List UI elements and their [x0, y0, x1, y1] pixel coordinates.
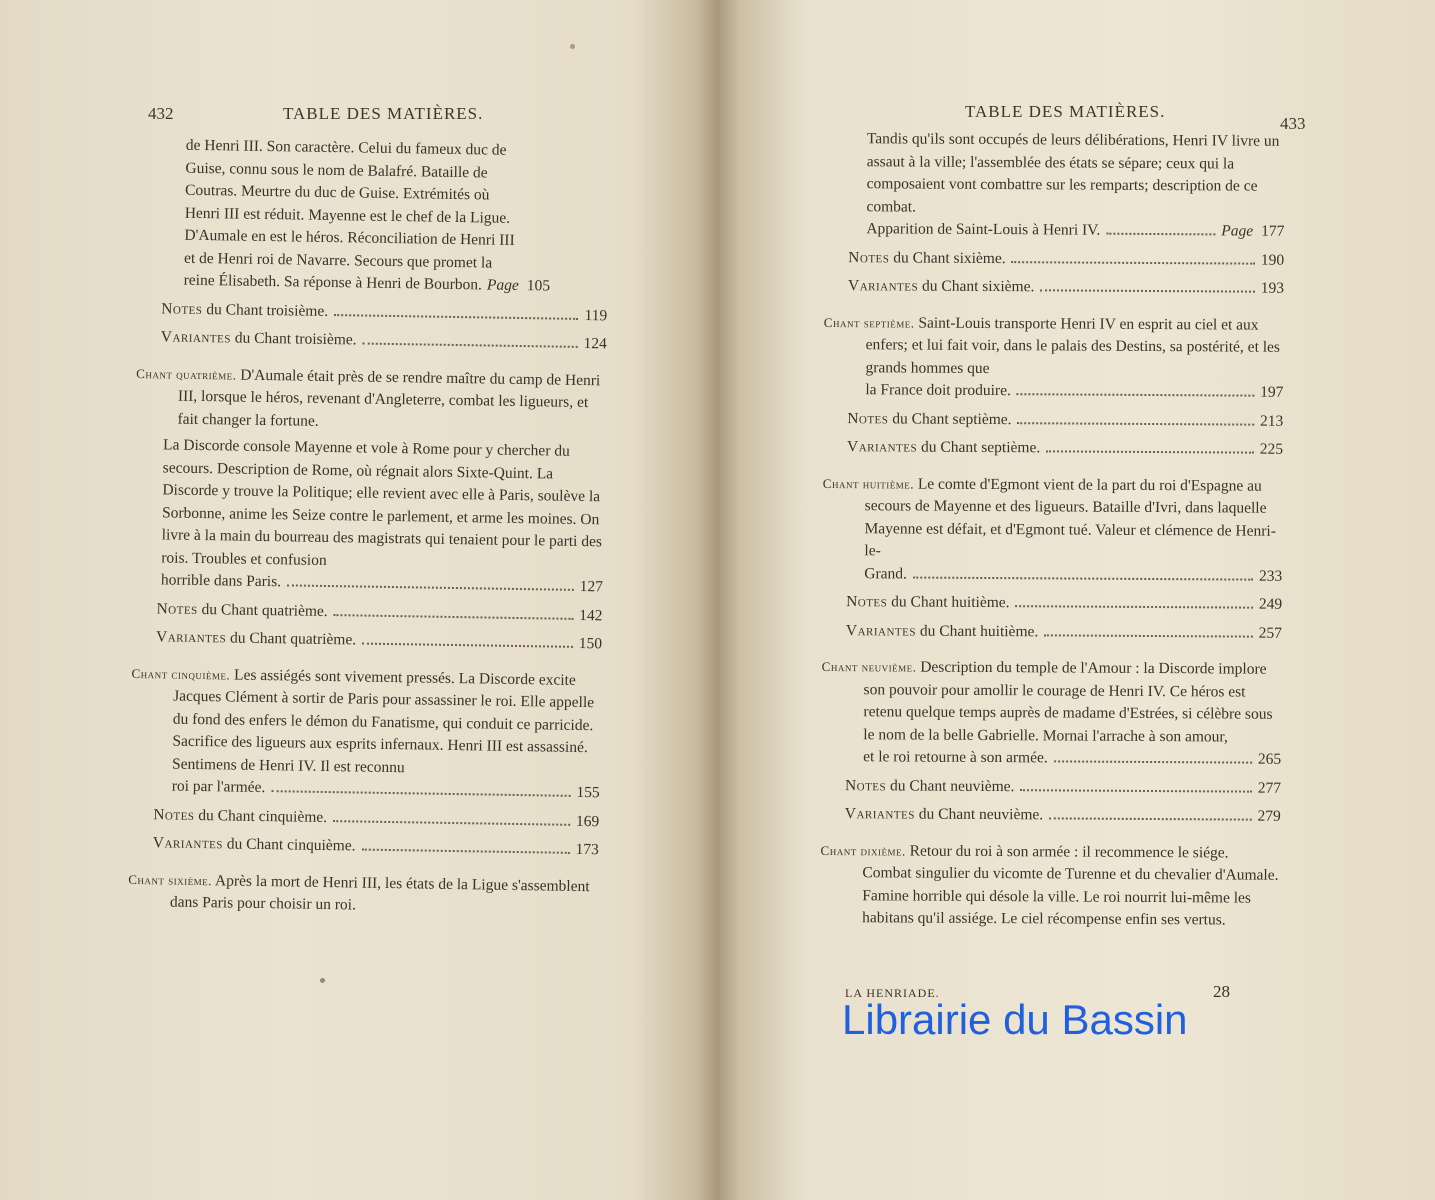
- page-ref: 279: [1257, 807, 1281, 825]
- entry-label: [848, 275, 1034, 299]
- toc-entry-notes-7[interactable]: [823, 407, 1283, 432]
- leader-dots: [1049, 816, 1251, 820]
- leader-dots: [1016, 604, 1253, 608]
- continuation-line: D'Aumale en est le héros. Réconciliation de Henri III: [184, 226, 515, 249]
- continuation-text: Tandis qu'ils sont occupés de leurs délibérations, Henri IV livre un assaut à la ville; l'assemblée des états se sépare; ceux qui la composaient vont combattre sur les remparts; description de ce combat.: [866, 130, 1280, 216]
- chant-heading: Chant cinquième.: [131, 665, 231, 682]
- entry-label: [161, 298, 328, 323]
- leader-dots: [1044, 633, 1252, 637]
- continuation-last-line: [866, 218, 1284, 243]
- chant-last-line: [161, 569, 603, 598]
- chant-heading: Chant neuvième.: [821, 658, 917, 675]
- page-ref: 150: [578, 634, 603, 653]
- chant-last-line: [865, 379, 1283, 404]
- entry-label-rest: du Chant cinquième.: [194, 806, 328, 826]
- page-ref: 105: [526, 277, 551, 295]
- page-ref: 142: [579, 606, 603, 624]
- toc-entry-variantes-3[interactable]: [137, 326, 607, 356]
- entry-label: [153, 832, 356, 858]
- page-ref: 257: [1258, 624, 1282, 642]
- leader-dots: [1040, 288, 1254, 292]
- toc-entry-chant-4[interactable]: [135, 362, 606, 437]
- continuation-line: et de Henri roi de Navarre. Secours que promet la: [183, 249, 493, 272]
- entry-label: [845, 775, 1015, 799]
- watermark-text: Librairie du Bassin: [842, 996, 1188, 1043]
- continuation-line: de Henri III. Son caractère. Celui du fameux duc de: [185, 136, 507, 159]
- leader-dots: [1012, 260, 1255, 264]
- paper-spot: [320, 978, 325, 983]
- chant-last-line: [172, 776, 600, 805]
- page-ref: 124: [583, 334, 607, 353]
- page-label: Page: [486, 276, 519, 294]
- continuation-last-text: reine Élisabeth. Sa réponse à Henri de Bourbon.: [183, 271, 483, 294]
- toc-entry-notes-5[interactable]: [129, 803, 599, 833]
- page-ref: 249: [1258, 595, 1283, 613]
- entry-label-rest: du Chant septième.: [888, 409, 1012, 428]
- entry-label: [848, 247, 1006, 270]
- toc-entry-chant-4-para: [133, 434, 605, 599]
- entry-label-sc: Notes: [153, 805, 195, 824]
- toc-entry-chant-5[interactable]: [130, 662, 602, 804]
- leader-dots: [287, 583, 574, 591]
- entry-label-rest: du Chant sixième.: [889, 248, 1006, 267]
- toc-entry-chant-8[interactable]: [822, 472, 1283, 587]
- chant-heading: Chant septième.: [823, 314, 915, 331]
- page-ref: 265: [1257, 750, 1282, 768]
- entry-label: [161, 326, 357, 352]
- entry-label: [847, 436, 1040, 460]
- page-ref: 277: [1257, 779, 1282, 797]
- left-page-number: 432: [148, 104, 174, 123]
- leader-dots: [361, 848, 569, 854]
- page-ref: 177: [1261, 222, 1285, 240]
- entry-label-rest: du Chant troisième.: [202, 300, 329, 320]
- entry-label-sc: Variantes: [847, 438, 918, 456]
- continuation-line: Henri III est réduit. Mayenne est le chef de la Ligue.: [184, 204, 511, 227]
- page-ref: 233: [1258, 567, 1283, 585]
- continuation-last-text: Apparition de Saint-Louis à Henri IV.: [866, 220, 1101, 239]
- toc-entry-variantes-9[interactable]: [821, 803, 1281, 828]
- right-running-head: TABLE DES MATIÈRES.: [965, 102, 1166, 121]
- continuation-line: Coutras. Meurtre du duc de Guise. Extrémités où: [184, 181, 490, 204]
- page-label: Page: [1221, 222, 1254, 240]
- entry-label-rest: du Chant sixième.: [918, 277, 1035, 296]
- toc-entry-chant-7[interactable]: [823, 311, 1284, 404]
- chant-heading: Chant dixième.: [820, 842, 906, 859]
- left-toc: [128, 134, 610, 921]
- toc-entry-variantes-4[interactable]: [132, 626, 602, 656]
- page-ref: 213: [1259, 412, 1284, 430]
- leader-dots: [334, 313, 578, 320]
- leader-dots: [334, 613, 574, 620]
- entry-label: [846, 620, 1038, 644]
- entry-label-rest: du Chant cinquième.: [222, 835, 356, 855]
- page-ref: 127: [579, 577, 604, 596]
- chant-summary: Les assiégés sont vivement pressés. La Discorde excite Jacques Clément à sortir de Paris pour assassiner le roi. Elle appelle du fond des enfers le démon du Fanatisme, qui conduit ce parricide. Sacrifice des ligueurs aux esprits infernaux. Henri III est assassiné. Sentimens de Henri IV. Il est reconnu: [171, 665, 595, 776]
- page-ref: 197: [1260, 383, 1284, 401]
- toc-entry-chant-10[interactable]: [820, 839, 1281, 932]
- toc-entry-notes-4[interactable]: [132, 597, 602, 627]
- entry-label-rest: du Chant neuvième.: [914, 805, 1044, 824]
- continuation-line: Guise, connu sous le nom de Balafré. Bataille de: [185, 159, 488, 181]
- entry-label-sc: Notes: [156, 599, 198, 618]
- toc-entry-variantes-5[interactable]: [129, 832, 599, 862]
- entry-label: [156, 626, 356, 652]
- entry-label-rest: du Chant quatrième.: [197, 600, 328, 620]
- entry-label-rest: du Chant huitième.: [887, 593, 1010, 612]
- chant-summary: D'Aumale était près de se rendre maître du camp de Henri III, lorsque le héros, revenant d'Angleterre, combat les ligueurs, et fait changer la fortune.: [177, 366, 601, 430]
- chant-last-text: horrible dans Paris.: [160, 571, 282, 591]
- leader-dots: [333, 819, 570, 826]
- chant-last-text: Grand.: [864, 564, 907, 583]
- entry-label-sc: Notes: [846, 593, 888, 611]
- toc-entry-notes-6[interactable]: [824, 246, 1284, 271]
- chant-last-line: [863, 746, 1281, 771]
- leader-dots: [363, 342, 578, 348]
- toc-entry-chant-6[interactable]: [128, 868, 599, 920]
- chant-summary: Le comte d'Egmont vient de la part du roi d'Espagne au secours de Mayenne et des ligueurs. Bataille d'Ivri, dans laquelle Mayenne est défait, et d'Egmont tué. Valeur et clémence de Henri-le-: [864, 475, 1276, 560]
- signature-mark: LA HENRIADE.: [845, 986, 940, 1000]
- entry-label: [846, 591, 1010, 614]
- leader-dots: [1017, 392, 1254, 396]
- right-page-number: 433: [1280, 114, 1306, 133]
- chant-summary: Saint-Louis transporte Henri IV en esprit au ciel et aux enfers; et lui fait voir, dans le palais des Destins, sa postérité, et les grands hommes que: [865, 314, 1281, 377]
- entry-label: [847, 408, 1011, 432]
- entry-label-sc: Variantes: [155, 628, 227, 647]
- page-ref: 173: [575, 840, 599, 859]
- chant-last-text: roi par l'armée.: [171, 777, 266, 797]
- leader-dots: [1054, 759, 1252, 763]
- chant-last-line: [864, 563, 1282, 588]
- leader-dots: [1018, 421, 1254, 425]
- page-ref: 225: [1259, 440, 1284, 458]
- entry-label-sc: Variantes: [845, 621, 917, 640]
- signature-number: 28: [1213, 982, 1230, 1001]
- entry-label-sc: Variantes: [160, 328, 232, 347]
- continuation-entry: [138, 134, 610, 299]
- entry-label-sc: Notes: [847, 409, 889, 427]
- chant-summary: La Discorde console Mayenne et vole à Rome pour y chercher du secours. Description de Rome, où régnait alors Sixte-Quint. La Discorde y trouve la Politique; elle revient avec elle à Paris, soulève la Sorbonne, anime les Seize contre le parlement, et arme les moines. On livre à la main du bourreau des magistrats qui tenaient pour le parti des rois. Troubles et confusion: [161, 436, 603, 569]
- left-page: [0, 0, 715, 1200]
- entry-label-sc: Notes: [844, 776, 887, 794]
- page-ref: 190: [1260, 251, 1285, 269]
- toc-entry-variantes-6[interactable]: [824, 275, 1284, 300]
- leader-dots: [913, 575, 1253, 580]
- entry-label-sc: Notes: [848, 248, 890, 266]
- leader-dots: [271, 789, 570, 797]
- chant-heading: Chant huitième.: [822, 475, 915, 492]
- chant-summary: Retour du roi à son armée : il recommence le siége. Combat singulier du vicomte de Turenne et du chevalier d'Aumale. Famine horrible qui désole la ville. Le roi nourrit lui-même les habitans qu'il assiége. Le ciel récompense enfin ses vertus.: [862, 842, 1279, 929]
- entry-label: [153, 804, 327, 829]
- page-ref: 193: [1260, 279, 1285, 297]
- entry-label-sc: Variantes: [844, 805, 915, 823]
- chant-last-text: et le roi retourne à son armée.: [863, 748, 1048, 767]
- chant-summary: Description du temple de l'Amour : la Discorde implore son pouvoir pour amollir le courage de Henri IV. Ce héros est retenu quelque temps auprès de madame d'Estrées, si célèbre sous le nom de la belle Gabrielle. Mornai l'arrache à son amour,: [863, 658, 1273, 745]
- toc-entry-chant-9[interactable]: [821, 656, 1282, 771]
- chant-last-text: la France doit produire.: [865, 381, 1011, 400]
- toc-entry-notes-9[interactable]: [821, 774, 1281, 799]
- entry-label-rest: du Chant quatrième.: [226, 629, 357, 649]
- left-running-head: TABLE DES MATIÈRES.: [283, 104, 484, 123]
- entry-label-rest: du Chant septième.: [917, 438, 1041, 457]
- continuation-entry: [824, 128, 1285, 243]
- entry-label-rest: du Chant troisième.: [230, 329, 357, 349]
- toc-entry-notes-8[interactable]: [822, 591, 1282, 616]
- right-toc: [820, 128, 1285, 932]
- leader-dots: [1106, 232, 1215, 236]
- entry-label: [156, 598, 328, 623]
- entry-label: [845, 803, 1044, 827]
- page-ref: 119: [584, 306, 608, 324]
- toc-entry-variantes-8[interactable]: [822, 619, 1282, 644]
- chant-heading: Chant sixième.: [128, 871, 213, 888]
- entry-label-sc: Variantes: [152, 834, 224, 853]
- entry-label-rest: du Chant neuvième.: [886, 776, 1015, 795]
- chant-summary: Après la mort de Henri III, les états de la Ligue s'assemblent dans Paris pour choisir un roi.: [169, 871, 590, 914]
- chant-heading: Chant quatrième.: [136, 365, 237, 383]
- entry-label-rest: du Chant huitième.: [915, 622, 1039, 640]
- entry-label-sc: Notes: [161, 299, 203, 318]
- leader-dots: [1020, 788, 1251, 792]
- page-ref: 155: [576, 783, 600, 802]
- page-ref: 169: [575, 812, 600, 830]
- toc-entry-notes-3[interactable]: [137, 297, 607, 327]
- paper-spot: [570, 44, 575, 49]
- toc-entry-variantes-7[interactable]: [823, 436, 1283, 461]
- entry-label-sc: Variantes: [847, 277, 919, 295]
- leader-dots: [1046, 449, 1254, 453]
- leader-dots: [362, 642, 573, 648]
